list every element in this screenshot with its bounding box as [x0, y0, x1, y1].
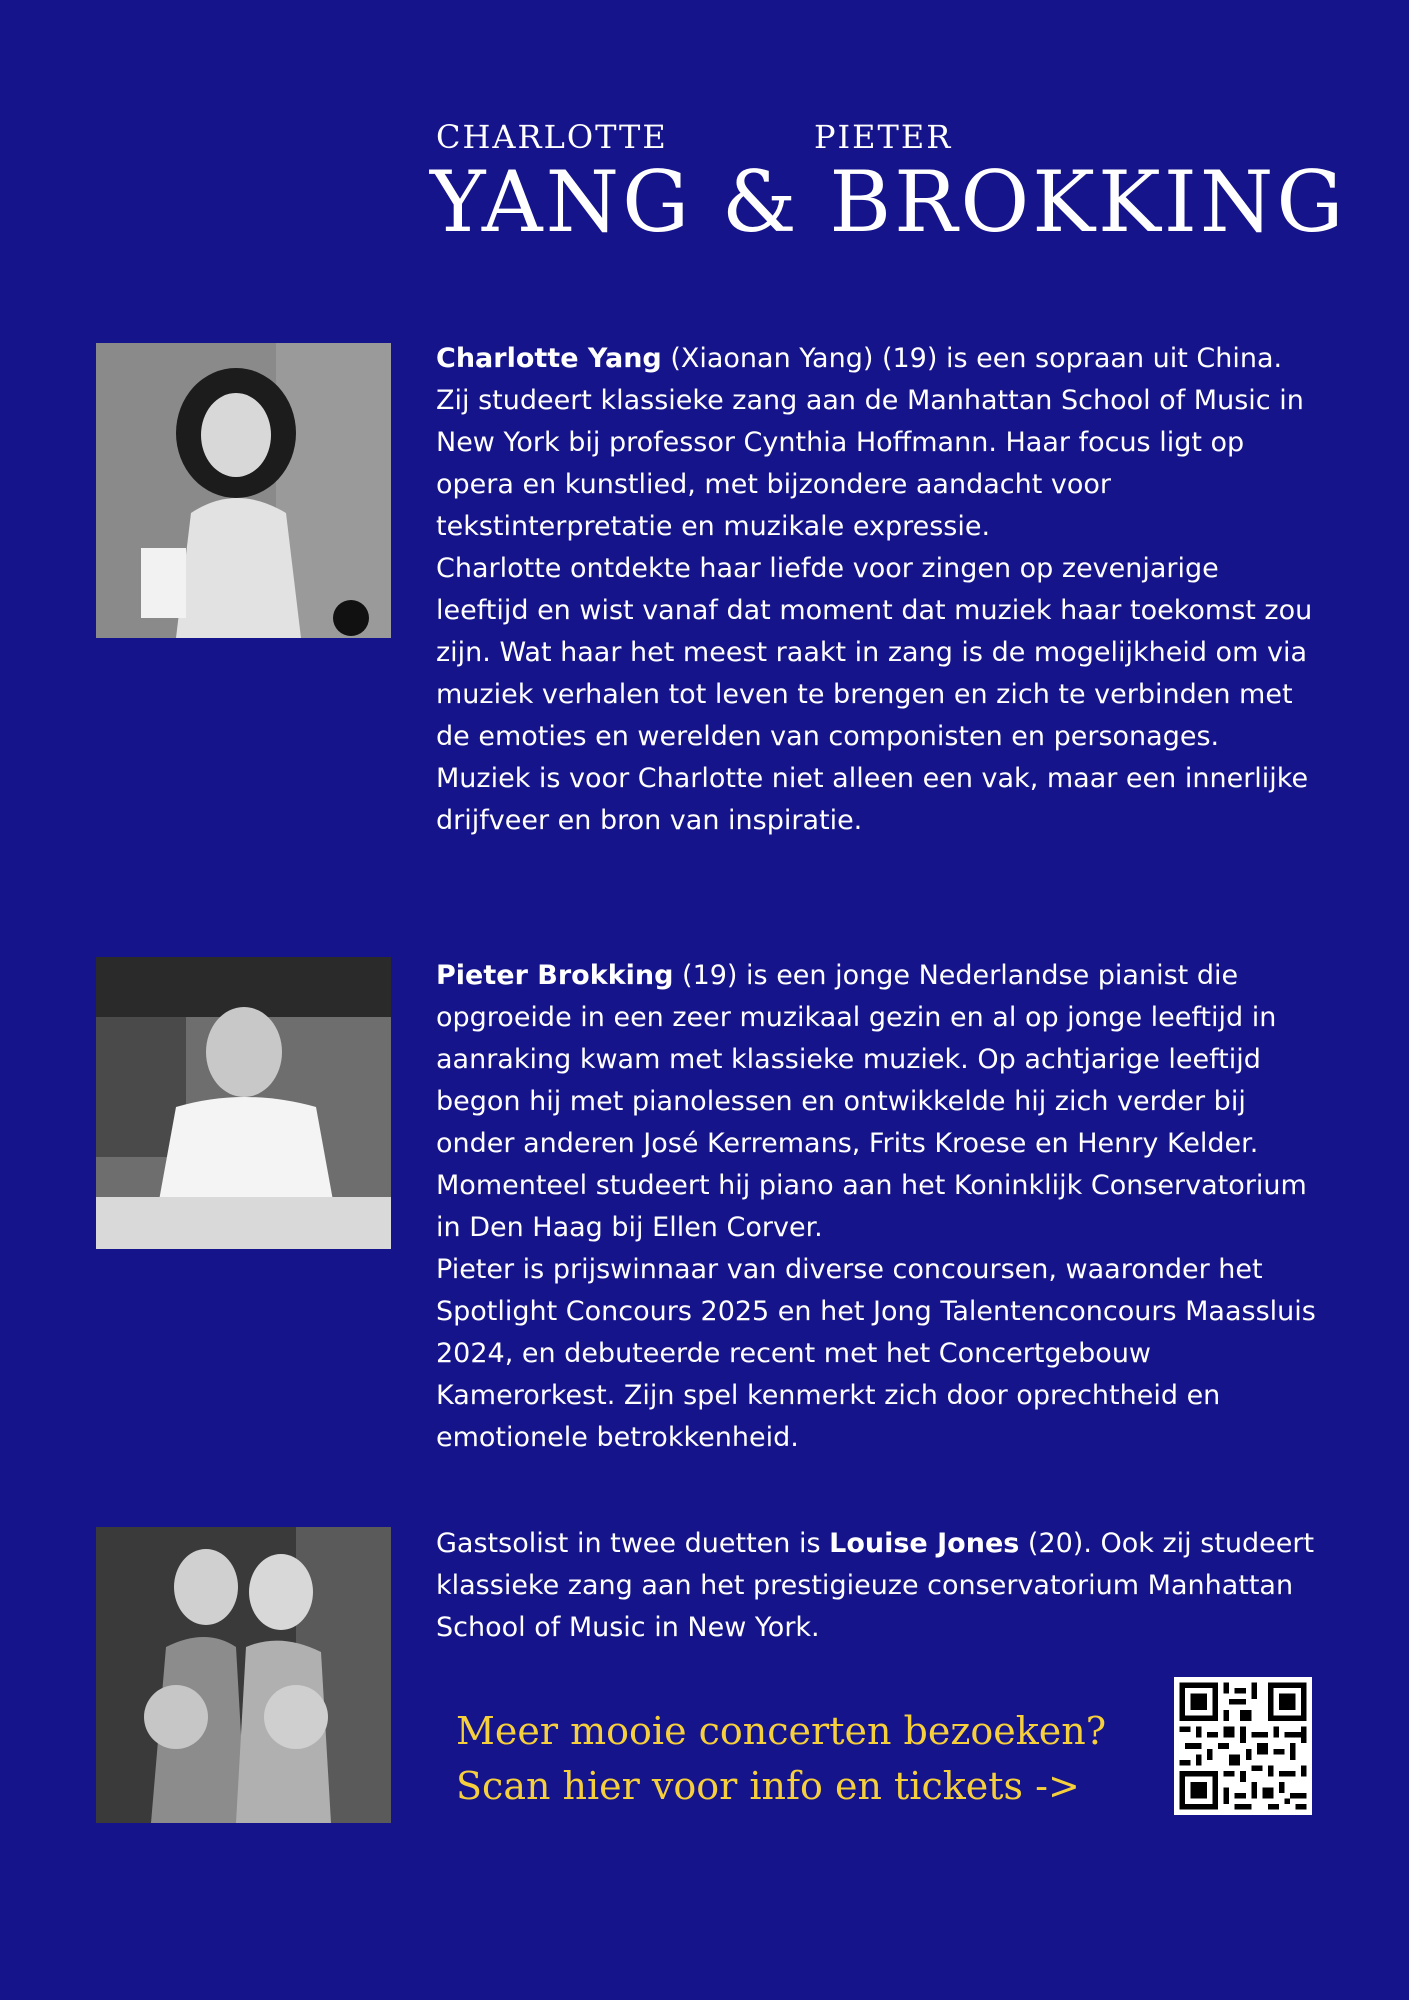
bio-pieter-name: Pieter Brokking [436, 960, 674, 991]
bio-charlotte-paragraph-2: Charlotte ontdekte haar liefde voor zingen op zevenjarige leeftijd en wist vanaf dat moment dat muziek haar toekomst zou zijn. Wat haar het meest raakt in zang is de mogelijkheid om via muziek verhalen tot leven te brengen en zich te verbinden met de emoties en werelden van componisten en personages. Muziek is voor Charlotte niet alleen een vak, maar een innerlijke drijfveer en bron van inspiratie. [436, 553, 1313, 836]
bio-guest-prefix: Gastsolist in twee duetten is [436, 1528, 830, 1559]
first-name-charlotte: CHARLOTTE [436, 118, 668, 156]
cta-text [456, 1704, 1106, 1814]
first-name-pieter: PIETER [814, 118, 953, 156]
qr-code-icon [1174, 1677, 1312, 1815]
bio-charlotte-name: Charlotte Yang [436, 343, 662, 374]
bio-guest-name: Louise Jones [829, 1528, 1020, 1559]
cta-line-1: Meer mooie concerten bezoeken? [456, 1709, 1107, 1753]
bio-charlotte-intro: (Xiaonan Yang) (19) is een sopraan uit China. Zij studeert klassieke zang aan de Manhattan School of Music in New York bij professor Cynthia Hoffmann. Haar focus ligt op opera en kunstlied, met bijzondere aandacht voor tekstinterpretatie en muzikale expressie. [436, 343, 1304, 542]
page-title: YANG & BROKKING [430, 153, 1347, 251]
photo-louise-jones [96, 1527, 391, 1823]
bio-guest-paragraph [436, 1523, 1316, 1649]
bio-pieter-paragraph-2: Pieter is prijswinnaar van diverse concoursen, waaronder het Spotlight Concours 2025 en het Jong Talentenconcours Maassluis 2024, en debuteerde recent met het Concertgebouw Kamerorkest. Zijn spel kenmerkt zich door oprechtheid en emotionele betrokkenheid. [436, 1254, 1316, 1453]
bio-charlotte [436, 338, 1316, 842]
bio-guest [436, 1523, 1316, 1649]
bio-guest-suffix: (20). Ook zij studeert klassieke zang aan het prestigieuze conservatorium Manhattan School of Music in New York. [436, 1528, 1315, 1643]
photo-charlotte-yang [96, 343, 391, 638]
photo-pieter-brokking [96, 957, 391, 1249]
bio-charlotte-paragraph-1 [436, 338, 1316, 548]
cta-line-2: Scan hier voor info en tickets -> [456, 1764, 1080, 1808]
qr-code[interactable] [1174, 1677, 1312, 1815]
bio-pieter-intro: (19) is een jonge Nederlandse pianist die opgroeide in een zeer muzikaal gezin en al op jonge leeftijd in aanraking kwam met klassieke muziek. Op achtjarige leeftijd begon hij met pianolessen en ontwikkelde hij zich verder bij onder anderen José Kerremans, Frits Kroese en Henry Kelder. Momenteel studeert hij piano aan het Koninklijk Conservatorium in Den Haag bij Ellen Corver. [436, 960, 1307, 1243]
bio-pieter-paragraph-1 [436, 955, 1316, 1249]
bio-pieter [436, 955, 1316, 1459]
